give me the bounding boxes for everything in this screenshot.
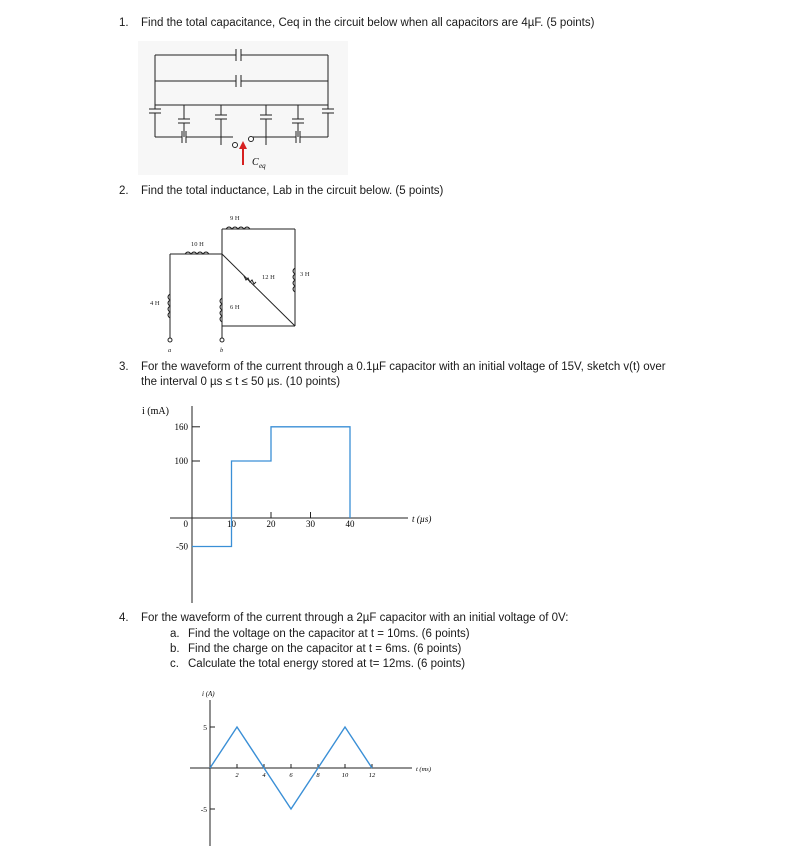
inductor-circuit xyxy=(140,206,310,356)
question-1-text: Find the total capacitance, Ceq in the circuit below when all capacitors are 4µF. (5 points) xyxy=(141,17,595,29)
question-4-number: 4. xyxy=(119,612,129,624)
label-3h: 3 H xyxy=(300,271,310,278)
terminal-b-label: b xyxy=(220,347,224,354)
current-waveform-chart-2 xyxy=(180,686,440,846)
question-3-text: For the waveform of the current through a 0.1µF capacitor with an initial voltage of 15V, sketch v(t) over xyxy=(141,361,666,373)
x-tick-label: 2 xyxy=(235,772,239,779)
question-4 xyxy=(119,611,568,626)
x-tick-label: 12 xyxy=(368,772,376,779)
question-4a-text: Find the voltage on the capacitor at t = 10ms. (6 points) xyxy=(188,628,470,640)
label-10h: 10 H xyxy=(191,241,204,248)
x-tick-label: 30 xyxy=(306,519,315,529)
ceq-subscript: eq xyxy=(259,162,266,170)
question-4b xyxy=(170,642,461,657)
x-tick-label: 10 xyxy=(341,772,349,779)
x-tick-label: 8 xyxy=(316,772,320,779)
question-1 xyxy=(119,16,594,31)
label-9h: 9 H xyxy=(230,215,240,222)
label-4h: 4 H xyxy=(150,300,160,307)
question-4a-letter: a. xyxy=(170,628,180,640)
question-3 xyxy=(119,360,666,375)
x-tick-label: 4 xyxy=(262,772,266,779)
x-axis-label: t (µs) xyxy=(412,514,432,524)
y-tick-label: -50 xyxy=(176,541,188,552)
capacitor-circuit xyxy=(138,41,348,175)
question-4b-text: Find the charge on the capacitor at t = 6ms. (6 points) xyxy=(188,643,462,655)
label-12h: 12 H xyxy=(262,274,275,281)
question-4c-letter: c. xyxy=(170,658,179,670)
question-3-text-2: the interval 0 µs ≤ t ≤ 50 µs. (10 points) xyxy=(141,376,341,388)
question-3-number: 3. xyxy=(119,361,129,373)
question-4b-letter: b. xyxy=(170,643,180,655)
question-1-number: 1. xyxy=(119,17,129,29)
question-2-number: 2. xyxy=(119,185,129,197)
x-tick-label: 40 xyxy=(345,519,355,529)
question-2-text: Find the total inductance, Lab in the circuit below. (5 points) xyxy=(141,185,444,197)
question-4-text: For the waveform of the current through a 2µF capacitor with an initial voltage of 0V: xyxy=(141,612,569,624)
y-tick-label: 160 xyxy=(174,421,188,432)
y-tick-label: 5 xyxy=(203,723,207,732)
y-tick-label: -5 xyxy=(200,805,207,814)
ceq-label: C xyxy=(252,157,259,168)
current-waveform-chart-1 xyxy=(140,398,440,608)
x-tick-label: 10 xyxy=(227,519,236,529)
question-2 xyxy=(119,184,443,199)
question-4c xyxy=(170,657,465,672)
y-axis-label: i (A) xyxy=(202,690,215,698)
question-4a xyxy=(170,627,470,642)
terminal-a-label: a xyxy=(168,347,172,354)
question-3-line-2 xyxy=(141,375,340,390)
y-axis-label: i (mA) xyxy=(142,406,169,417)
x-tick-label: 0 xyxy=(183,519,188,529)
x-tick-label: 6 xyxy=(289,772,293,779)
ceq-arrow-icon xyxy=(239,141,247,165)
x-axis-label: t (ms) xyxy=(416,766,431,773)
x-tick-label: 20 xyxy=(266,519,276,529)
question-4c-text: Calculate the total energy stored at t= 12ms. (6 points) xyxy=(188,658,466,670)
y-tick-label: 100 xyxy=(174,456,188,466)
label-6h: 6 H xyxy=(230,304,240,311)
